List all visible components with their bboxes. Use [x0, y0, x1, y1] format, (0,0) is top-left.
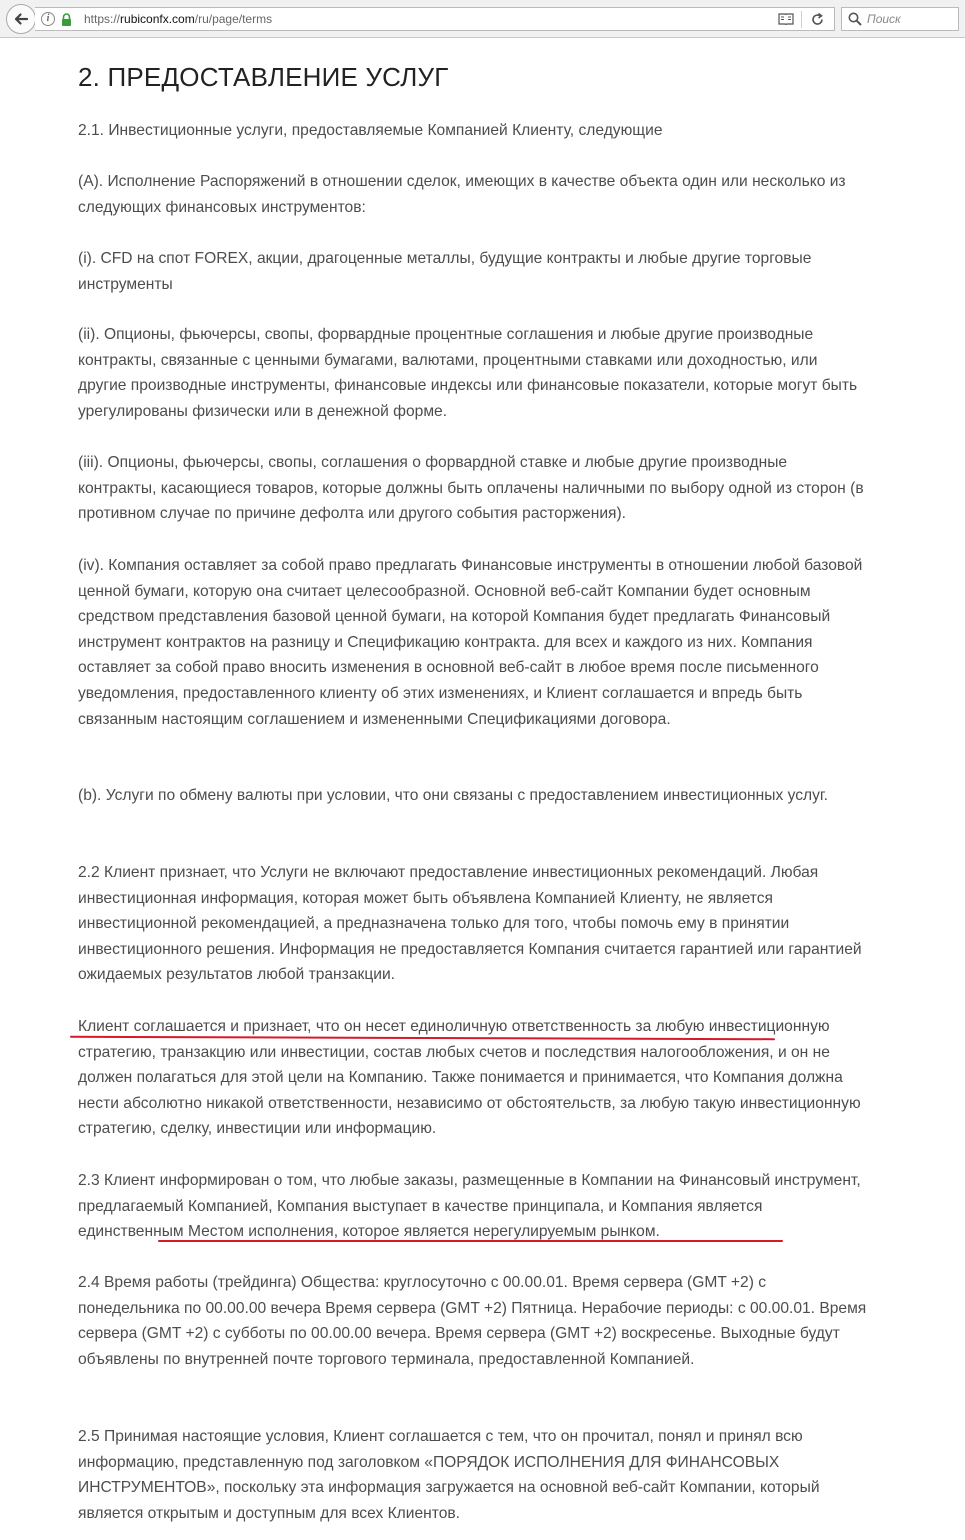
search-placeholder[interactable]: Поиск: [867, 12, 901, 26]
paragraph-2-2: 2.2 Клиент признает, что Услуги не включают предоставление инвестиционных рекомендаций. Любая инвестиционная информация, которая может быть объявлена Компанией Клиенту, не является инвестиционной рекомендацией, а предназначена только для того, чтобы помочь ему в принятии инвестиционного решения. Информация не предоставляется Компания считается гарантией или гарантией ожидаемых результатов любой транзакции.: [78, 864, 862, 984]
annotation-underline: [158, 1240, 783, 1242]
paragraph-i: (i). CFD на спот FOREX, акции, драгоценные металлы, будущие контракты и любые другие торговые инструменты: [78, 250, 812, 293]
reader-view-icon[interactable]: [778, 12, 794, 26]
info-icon[interactable]: i: [41, 12, 55, 26]
paragraph-iv: (iv). Компания оставляет за собой право предлагать Финансовые инструменты в отношении любой базовой ценной бумаги, которую она считает целесообразной. Основной веб-сайт Компании будет основным средством представления базовой ценной бумаги, на которой Компания будет предлагать Финансовый инструмент контрактов на разницу и Спецификацию контракта. для всех и каждого из них. Компания оставляет за собой право вносить изменения в основной веб-сайт в любое время после письменного уведомления, предоставленного клиенту об этих изменениях, и Клиент соглашается и впредь быть связанным настоящим соглашением и измененными Спецификациями договора.: [78, 557, 863, 728]
page-title: 2. ПРЕДОСТАВЛЕНИЕ УСЛУГ: [78, 62, 449, 92]
search-bar[interactable]: [841, 7, 959, 31]
back-arrow-icon: [13, 11, 29, 27]
back-button[interactable]: [6, 4, 36, 34]
paragraph-2-4: 2.4 Время работы (трейдинга) Общества: круглосуточно с 00.00.01. Время сервера (GMT +2) с понедельника по 00.00.00 вечера Время сервера (GMT +2) Пятница. Нерабочие периоды: с 00.00.01. Время сервера (GMT +2) с субботы по 00.00.00 вечера. Время сервера (GMT +2) воскресенье. Выходные будут объявлены по внутренней почте торгового терминала, предоставленной Компанией.: [78, 1274, 867, 1368]
lock-icon[interactable]: [61, 13, 72, 26]
paragraph-iii: (iii). Опционы, фьючерсы, свопы, соглашения о форвардной ставке и любые другие производные контракты, касающиеся товаров, которые должны быть оплачены наличными по выбору одной из сторон (в противном случае по причине дефолта или другого события расторжения).: [78, 454, 864, 523]
paragraph-2-5: 2.5 Принимая настоящие условия, Клиент соглашается с тем, что он прочитал, понял и принял всю информацию, представленную под заголовком «ПОРЯДОК ИСПОЛНЕНИЯ ДЛЯ ФИНАНСОВЫХ ИНСТРУМЕНТОВ», поскольку эта информация загружается на основной веб-сайт Компании, который является открытым и доступным для всех Клиентов.: [78, 1428, 820, 1522]
url-separator: [801, 11, 802, 28]
search-icon: [848, 12, 862, 26]
paragraph-a: (A). Исполнение Распоряжений в отношении сделок, имеющих в качестве объекта один или несколько из следующих финансовых инструментов:: [78, 173, 846, 216]
browser-toolbar: [0, 0, 965, 38]
terms-content: [78, 58, 868, 1522]
paragraph-2-3: 2.3 Клиент информирован о том, что любые заказы, размещенные в Компании на Финансовый инструмент, предлагаемый Компанией, Компания выступает в качестве принципала, и Компания является единственным Местом исполнения, которое является нерегулируемым рынком.: [78, 1172, 861, 1241]
paragraph-client-agrees: Клиент соглашается и признает, что он несет единоличную ответственность за любую инвестиционную стратегию, транзакцию или инвестиции, состав любых счетов и последствия налогообложения, и он не должен полагаться для этой цели на Компанию. Также понимается и принимается, что Компания должна нести абсолютно никакой ответственности, независимо от обстоятельств, за любую такую инвестиционную стратегию, сделку, инвестиции или информацию.: [78, 1018, 861, 1138]
paragraph-ii: (ii). Опционы, фьючерсы, свопы, форвардные процентные соглашения и любые другие производные контракты, связанные с ценными бумагами, валютами, процентными ставками или доходностью, или другие производные инструменты, финансовые индексы или финансовые показатели, которые могут быть урегулированы физически или в денежной форме.: [78, 326, 858, 420]
paragraph-b: (b). Услуги по обмену валюты при условии, что они связаны с предоставлением инвестиционных услуг.: [78, 787, 828, 804]
address-bar[interactable]: [35, 7, 835, 31]
reload-icon[interactable]: [810, 12, 825, 27]
paragraph-2-1: 2.1. Инвестиционные услуги, предоставляемые Компанией Клиенту, следующие: [78, 122, 663, 139]
url-text[interactable]: https://rubiconfx.com/ru/page/terms: [84, 12, 273, 26]
